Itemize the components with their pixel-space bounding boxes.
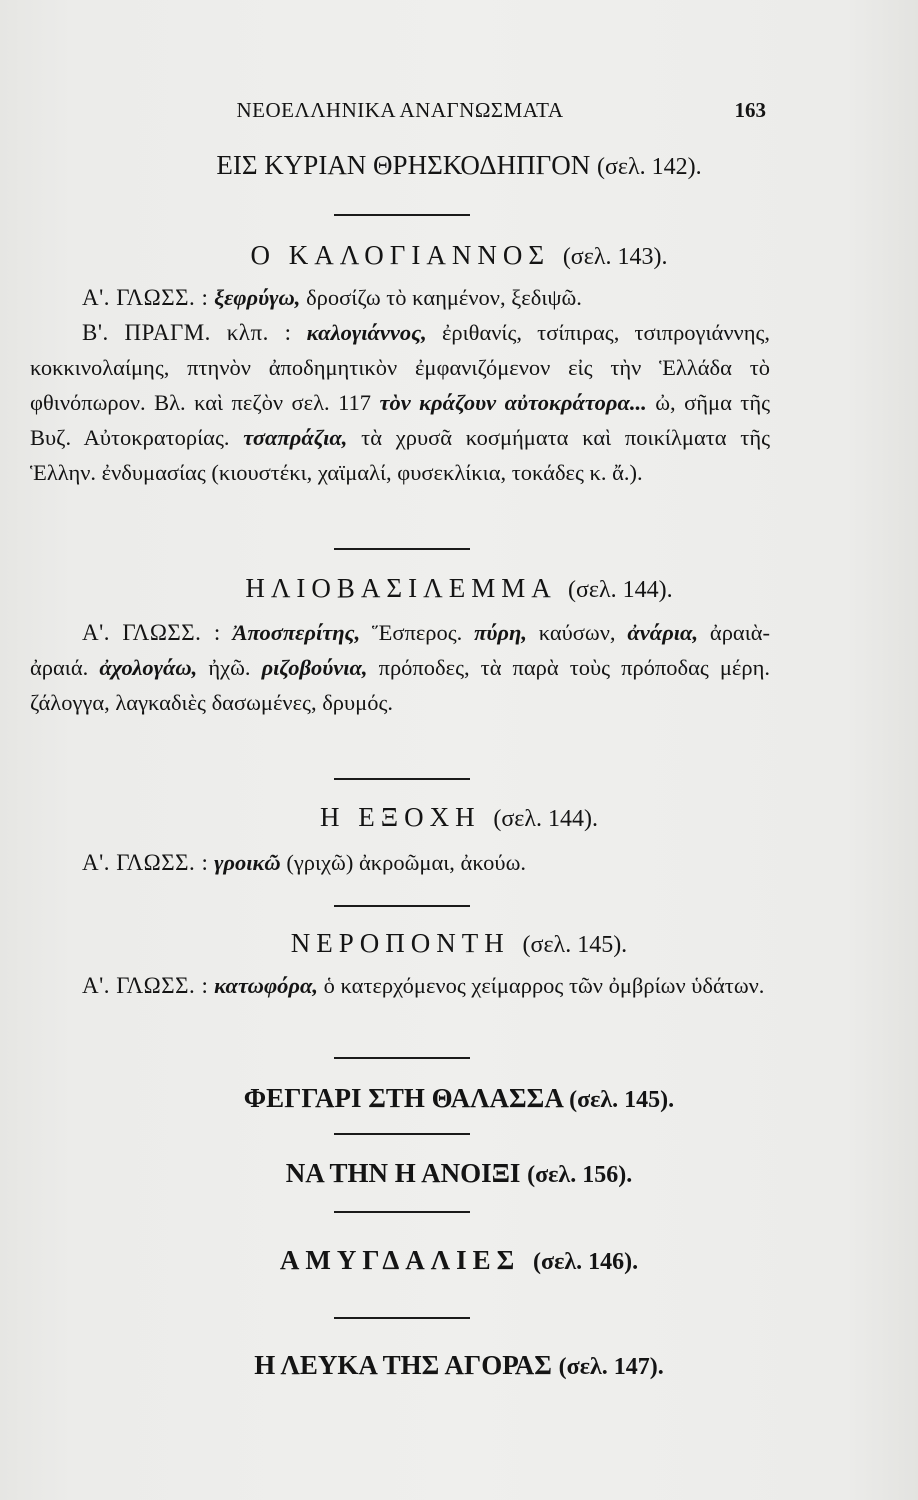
gloss-line <box>30 315 770 490</box>
entry-title-text: ΦΕΓΓΑΡΙ ΣΤΗ ΘΑΛΑΣΣΑ <box>243 1083 563 1113</box>
gloss-block-4 <box>30 845 770 880</box>
entry-page-ref: (σελ. 145). <box>522 932 628 958</box>
entry-title-text: Ο ΚΑΛΟΓΙΑΝΝΟΣ <box>250 240 551 270</box>
gloss-text: ἀραιὰ-ἀραιά. <box>30 620 771 680</box>
gloss-headword: καλογιάννος, <box>306 320 427 345</box>
gloss-label: Α'. ΓΛΩΣΣ. : <box>82 973 209 998</box>
gloss-line <box>30 280 770 315</box>
entry-title-text: ΕΙΣ ΚΥΡΙΑΝ ΘΡΗΣΚΟΔΗΠΓΟΝ <box>216 150 591 180</box>
entry-page-ref: (σελ. 145). <box>569 1087 675 1113</box>
entry-title-9 <box>0 1350 918 1381</box>
page-header <box>0 98 918 138</box>
divider-rule <box>334 1317 470 1319</box>
gloss-label: Α'. ΓΛΩΣΣ. : <box>82 850 209 875</box>
entry-title-7 <box>0 1158 918 1189</box>
gloss-headword: πύρη, <box>474 620 527 645</box>
divider-rule <box>334 778 470 780</box>
entry-title-text: Η ΛΕΥΚΑ ΤΗΣ ΑΓΟΡΑΣ <box>254 1350 552 1380</box>
gloss-block-5 <box>30 968 770 1003</box>
gloss-text: ἐριθανίς, τσίπιρας, τσιπρογιάννης, κοκκινολαίμης, πτηνὸν ἀποδημητικὸν ἐμφανιζόμενον εἰς τὴν Ἑλλάδα τὸ φθινόπωρον. Βλ. καὶ πεζὸν σελ. 117 <box>30 320 770 415</box>
entry-title-4 <box>0 802 918 833</box>
divider-rule <box>334 1057 470 1059</box>
entry-title-2 <box>0 240 918 271</box>
gloss-text: ὁ κατερχόμενος χείμαρρος τῶν ὀμβρίων ὑδάτων. <box>323 973 765 998</box>
gloss-label: Β'. ΠΡΑΓΜ. κλπ. : <box>82 320 292 345</box>
gloss-text: ἠχῶ. <box>208 655 251 680</box>
entry-page-ref: (σελ. 144). <box>567 577 673 603</box>
gloss-line <box>30 615 770 720</box>
gloss-headword: γροικῶ <box>214 850 281 875</box>
entry-title-text: ΝΑ ΤΗΝ Η ΑΝΟΙΞΙ <box>285 1158 521 1188</box>
gloss-headword: Ἀποσπερίτης, <box>232 620 361 645</box>
gloss-headword: ξεφρύγω, <box>214 285 301 310</box>
entry-page-ref: (σελ. 144). <box>493 806 598 832</box>
gloss-label: Α'. ΓΛΩΣΣ. : <box>82 620 221 645</box>
gloss-text: τὰ χρυσᾶ κοσμήματα καὶ ποικίλματα τῆς Ἑλλην. ἐνδυμασίας (κιουστέκι, χαϊμαλί, φυσεκλίκια, τοκάδες κ. ἄ.). <box>30 425 771 485</box>
entry-title-5 <box>0 928 918 959</box>
entry-page-ref: (σελ. 146). <box>533 1249 639 1275</box>
gloss-text: καύσων, <box>538 620 616 645</box>
gloss-headword: κατωφόρα, <box>214 973 319 998</box>
entry-title-text: Η ΕΞΟΧΗ <box>320 802 481 832</box>
gloss-block-2 <box>30 280 770 490</box>
running-head: ΝΕΟΕΛΛΗΝΙΚΑ ΑΝΑΓΝΩΣΜΑΤΑ <box>236 98 564 122</box>
gloss-line <box>30 968 770 1003</box>
gloss-block-3 <box>30 615 770 720</box>
page-number: 163 <box>734 98 766 122</box>
gloss-headword: ἀνάρια, <box>627 620 699 645</box>
entry-page-ref: (σελ. 142). <box>596 154 702 180</box>
entry-title-text: ΑΜΥΓΔΑΛΙΕΣ <box>279 1245 521 1275</box>
gloss-headword: τὸν κράζουν αὐτοκράτορα... <box>379 390 647 415</box>
entry-title-1 <box>0 150 918 181</box>
gloss-headword: ριζοβούνια, <box>261 655 368 680</box>
divider-rule <box>334 905 470 907</box>
gloss-line <box>30 845 770 880</box>
entry-title-6 <box>0 1083 918 1114</box>
entry-title-text: ΝΕΡΟΠΟΝΤΗ <box>290 928 510 958</box>
divider-rule <box>334 1211 470 1213</box>
gloss-text: δροσίζω τὸ καημένον, ξεδιψῶ. <box>306 285 582 310</box>
entry-title-3 <box>0 573 918 604</box>
divider-rule <box>334 1133 470 1135</box>
gloss-headword: ἀχολογάω, <box>99 655 198 680</box>
gloss-text: (γριχῶ) ἀκροῶμαι, ἀκούω. <box>286 850 526 875</box>
gloss-text: ὠ, σῆμα τῆς Βυζ. Αὐτοκρατορίας. <box>30 390 771 450</box>
entry-page-ref: (σελ. 147). <box>558 1354 664 1380</box>
gloss-headword: τσαπράζια, <box>243 425 348 450</box>
gloss-label: Α'. ΓΛΩΣΣ. : <box>82 285 209 310</box>
entry-title-text: ΗΛΙΟΒΑΣΙΛΕΜΜΑ <box>245 573 556 603</box>
gloss-text: Ἕσπερος. <box>372 620 463 645</box>
gloss-text: πρόποδες, τὰ παρὰ τοὺς πρόποδας μέρη. ζάλογγα, λαγκαδιὲς δασωμένες, δρυμός. <box>30 655 770 715</box>
entry-title-8 <box>0 1245 918 1276</box>
divider-rule <box>334 214 470 216</box>
divider-rule <box>334 548 470 550</box>
entry-page-ref: (σελ. 156). <box>527 1162 633 1188</box>
entry-page-ref: (σελ. 143). <box>562 244 668 270</box>
